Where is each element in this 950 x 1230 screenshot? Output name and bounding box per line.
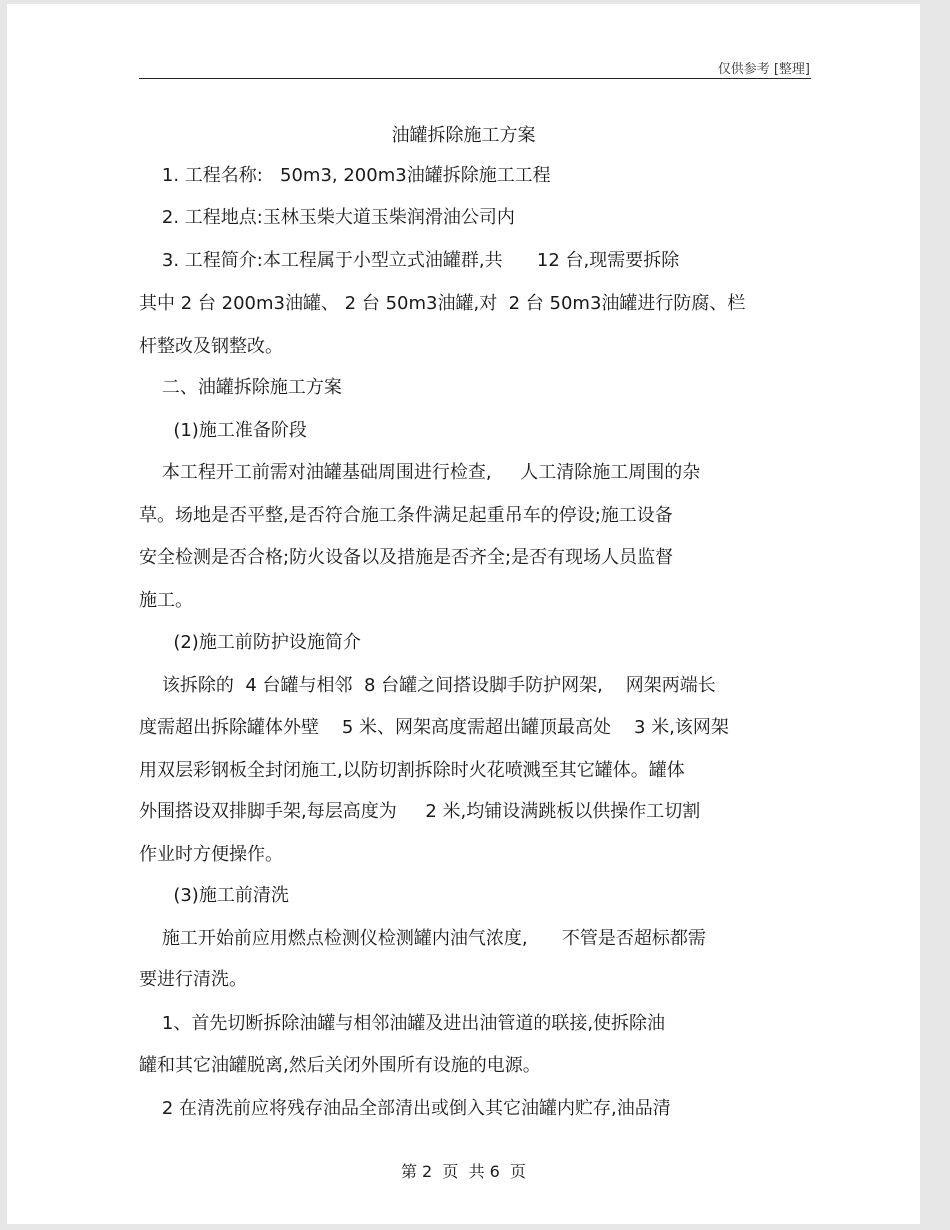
paragraph-line: 草。场地是否平整,是否符合施工条件满足起重吊车的停设;施工设备 [139,505,673,526]
paragraph-line: 罐和其它油罐脱离,然后关闭外围所有设施的电源。 [139,1055,541,1076]
paragraph-line: 该拆除的 4 台罐与相邻 8 台罐之间搭设脚手防护网架, 网架两端长 [139,675,716,696]
paragraph-line: 2 在清洗前应将残存油品全部清出或倒入其它油罐内贮存,油品清 [139,1098,671,1119]
paragraph-line: 安全检测是否合格;防火设备以及措施是否齐全;是否有现场人员监督 [139,547,674,568]
header-rule [139,78,811,79]
paragraph-line: 杆整改及钢整改。 [139,336,283,357]
paragraph-line: 1. 工程名称: 50m3, 200m3油罐拆除施工工程 [139,165,551,186]
document-title: 油罐拆除施工方案 [391,125,536,146]
header-label: 仅供参考 [整理] [717,62,810,77]
paragraph-line: 施工。 [139,590,193,611]
subsection-heading: (1)施工准备阶段 [139,420,307,441]
paragraph-line: 其中 2 台 200m3油罐、 2 台 50m3油罐,对 2 台 50m3油罐进行防腐、栏 [139,293,746,314]
paragraph-line: 1、首先切断拆除油罐与相邻油罐及进出油管道的联接,使拆除油 [139,1013,666,1034]
section-heading: 二、油罐拆除施工方案 [139,377,342,398]
paragraph-line: 2. 工程地点:玉林玉柴大道玉柴润滑油公司内 [139,207,515,228]
document-page [7,4,920,1224]
paragraph-line: 外围搭设双排脚手架,每层高度为 2 米,均铺设满跳板以供操作工切割 [139,801,701,822]
paragraph-line: 3. 工程简介:本工程属于小型立式油罐群,共 12 台,现需要拆除 [139,250,680,271]
subsection-heading: (3)施工前清洗 [139,885,289,906]
paragraph-line: 用双层彩钢板全封闭施工,以防切割拆除时火花喷溅至其它罐体。罐体 [139,760,685,781]
subsection-heading: (2)施工前防护设施简介 [139,632,361,653]
paragraph-line: 要进行清洗。 [139,969,247,990]
paragraph-line: 度需超出拆除罐体外壁 5 米、网架高度需超出罐顶最高处 3 米,该网架 [139,717,729,738]
paragraph-line: 作业时方便操作。 [139,844,283,865]
paragraph-line: 施工开始前应用燃点检测仪检测罐内油气浓度, 不管是否超标都需 [139,928,706,949]
paragraph-line: 本工程开工前需对油罐基础周围进行检查, 人工清除施工周围的杂 [139,462,701,483]
page-number-footer: 第 2 页 共 6 页 [400,1162,527,1181]
